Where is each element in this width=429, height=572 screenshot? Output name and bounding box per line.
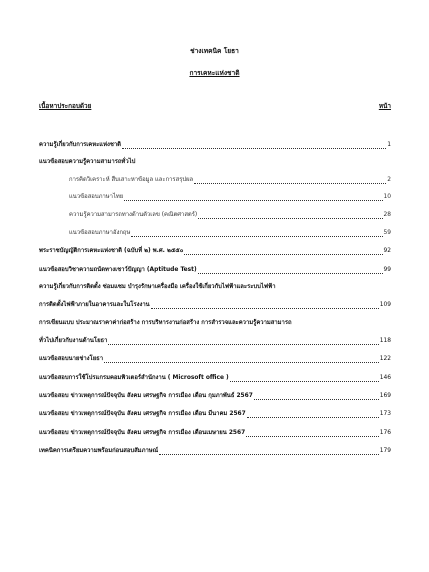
toc-entry-title: เทคนิคการเตรียมความพร้อมก่อนสอบสัมภาษณ์: [39, 448, 159, 454]
toc-entry[interactable]: [0, 446, 429, 458]
toc-dot-leader: [184, 254, 382, 255]
toc-dot-leader: [246, 436, 379, 437]
toc-entry-title: แนวข้อสอบ ข่าวเหตุการณ์ปัจจุบัน สังคม เศรษฐกิจ การเมือง เดือนเมษายน 2567: [39, 430, 246, 436]
toc-dot-leader: [194, 183, 386, 184]
toc-entry[interactable]: [0, 428, 429, 440]
toc-entry-title: การติดตั้งไฟฟ้าภายในอาคารและในโรงงาน: [39, 302, 150, 308]
toc-dot-leader: [159, 454, 379, 455]
toc-entry-page: 2: [387, 177, 391, 183]
contents-label: เนื้อหาประกอบด้วย: [39, 102, 92, 110]
toc-entry-title: ทั่วไปเกี่ยวกับงานด้านโยธา: [39, 338, 108, 344]
toc-dot-leader: [198, 218, 382, 219]
toc-entry[interactable]: [0, 318, 429, 330]
toc-entry-page: 118: [379, 338, 391, 344]
toc-entry[interactable]: [0, 140, 429, 152]
toc-entry[interactable]: [0, 246, 429, 258]
toc-dot-leader: [230, 381, 379, 382]
toc-entry[interactable]: [0, 391, 429, 403]
toc-entry-page: 92: [383, 248, 391, 254]
toc-entry-page: 146: [379, 375, 391, 381]
toc-entry-page: 176: [379, 430, 391, 436]
toc-column-header: [39, 101, 391, 112]
toc-entry-title: แนวข้อสอบภาษาไทย: [69, 194, 124, 200]
toc-entry-title: ความรู้เกี่ยวกับการติดตั้ง ซ่อมแซม บำรุงรักษาเครื่องมือ เครื่องใช้เกี่ยวกับไฟฟ้าและระบบไฟฟ้า: [39, 284, 276, 290]
toc-entry-page: 179: [379, 448, 391, 454]
toc-entry[interactable]: [0, 409, 429, 421]
toc-entry-title: แนวข้อสอบ ข่าวเหตุการณ์ปัจจุบัน สังคม เศรษฐกิจ การเมือง เดือน กุมภาพันธ์ 2567: [39, 393, 253, 399]
toc-entry-page: 169: [379, 393, 391, 399]
toc-entry-title: การเขียนแบบ ประมาณราคาค่าก่อสร้าง การบริหารงานก่อสร้าง การสำรวจและความรู้ความสามารถ: [39, 320, 292, 326]
document-subtitle: การเคหะแห่งชาติ: [189, 69, 240, 77]
toc-entry-page: 173: [379, 411, 391, 417]
toc-entry[interactable]: [0, 192, 429, 204]
toc-entry-page: 1: [387, 142, 391, 148]
toc-dot-leader: [151, 308, 379, 309]
toc-entry[interactable]: [0, 210, 429, 222]
toc-entry-page: 10: [383, 194, 391, 200]
toc-entry[interactable]: [0, 228, 429, 240]
toc-entry-title: แนวข้อสอบภาษาอังกฤษ: [69, 230, 131, 236]
page-label: หน้า: [378, 102, 391, 110]
toc-entry-page: 122: [379, 356, 391, 362]
toc-entry-title: แนวข้อสอบความรู้ความสามารถทั่วไป: [39, 159, 136, 165]
toc-entry[interactable]: [0, 265, 429, 277]
toc-entry-title: แนวข้อสอบการใช้โปรแกรมคอมพิวเตอร์สำนักงาน ( Microsoft office ): [39, 375, 229, 381]
toc-entry-title: ความรู้เกี่ยวกับการเคหะแห่งชาติ: [39, 142, 121, 148]
toc-dot-leader: [124, 200, 382, 201]
toc-dot-leader: [122, 148, 386, 149]
toc-entry[interactable]: [0, 157, 429, 169]
toc-dot-leader: [198, 273, 383, 274]
toc-entry-title: การคิดวิเคราะห์ สืบเสาะหาข้อมูล และการสรุปผล: [69, 177, 194, 183]
toc-entry-page: 99: [383, 267, 391, 273]
document-title: ช่างเทคนิค โยธา: [190, 47, 239, 55]
toc-dot-leader: [247, 417, 379, 418]
toc-entry-page: 109: [379, 302, 391, 308]
toc-entry-title: แนวข้อสอบ ข่าวเหตุการณ์ปัจจุบัน สังคม เศรษฐกิจ การเมือง เดือน มีนาคม 2567: [39, 411, 246, 417]
toc-dot-leader: [254, 399, 379, 400]
toc-entry-title: พระราชบัญญัติการเคหะแห่งชาติ (ฉบับที่ ๒) พ.ศ. ๒๕๕๐: [39, 248, 184, 254]
toc-entry[interactable]: [0, 300, 429, 312]
toc-entry[interactable]: [0, 175, 429, 187]
toc-entry[interactable]: [0, 354, 429, 366]
toc-entry-page: 28: [383, 212, 391, 218]
toc-dot-leader: [108, 344, 378, 345]
toc-entry-title: ความรู้ความสามารถทางด้านตัวเลข (คณิตศาสตร์): [69, 212, 198, 218]
toc-entry[interactable]: [0, 336, 429, 348]
toc-entry-page: 59: [383, 230, 391, 236]
toc-entry-title: แนวข้อสอบวิชาความถนัดทางเชาว์ปัญญา (Aptitude Test): [39, 267, 197, 273]
toc-entry[interactable]: [0, 282, 429, 294]
toc-dot-leader: [131, 236, 382, 237]
toc-entry-title: แนวข้อสอบนายช่างโยธา: [39, 356, 104, 362]
toc-dot-leader: [104, 362, 379, 363]
toc-entry[interactable]: [0, 373, 429, 385]
